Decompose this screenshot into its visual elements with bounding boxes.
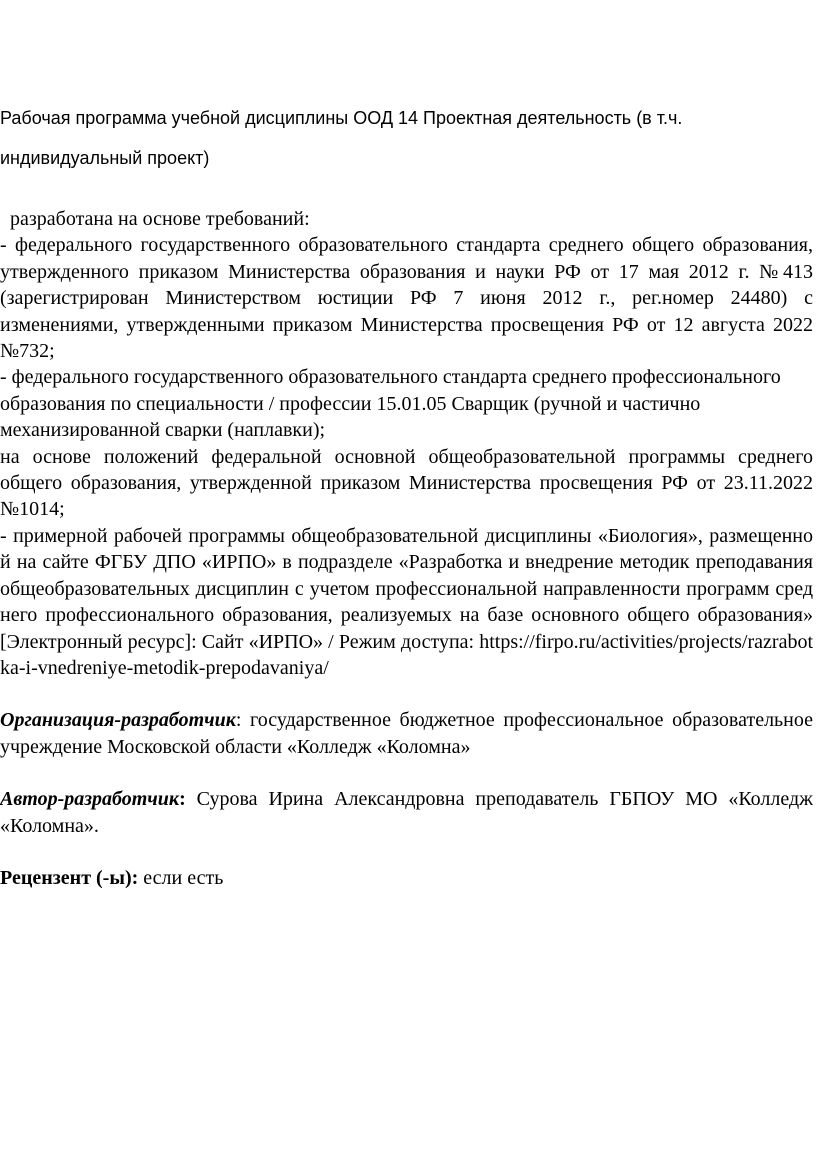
- document-body: [0, 206, 813, 891]
- spacer: [0, 839, 813, 865]
- requirement-item-fgos-soo: - федерального государственного образовательного стандарта среднего общего образования, утвержденного приказом Министерства образования и науки РФ от 17 мая 2012 г. №413 (зарегистрирован Министерством юстиции РФ 7 июня 2012 г., рег.номер 24480) с изменениями, утвержденными приказом Министерства просвещения РФ от 12 августа 2022 №732;: [0, 234, 813, 363]
- author-paragraph: [0, 786, 813, 839]
- reviewer-label: Рецензент (-ы):: [0, 866, 139, 889]
- spacer: [0, 681, 813, 707]
- author-value: Сурова Ирина Александровна преподаватель ГБПОУ МО «Колледж «Коломна».: [0, 788, 813, 837]
- author-label: Автор-разработчик: [0, 788, 180, 811]
- reviewer-paragraph: [0, 865, 813, 891]
- requirement-item-fgos-spo: - федерального государственного образовательного стандарта среднего профессионального образования по специальности / профессии 15.01.05 Сварщик (ручной и частично механизированной сварки (наплавки);: [0, 366, 781, 442]
- requirements-intro: разработана на основе требований:: [0, 208, 310, 230]
- organization-label: Организация-разработчик: [0, 709, 236, 732]
- author-separator: :: [179, 788, 186, 811]
- requirement-item-fop-soo: на основе положений федеральной основной общеобразовательной программы среднего общего образования, утвержденной приказом Министерства просвещения РФ от 23.11.2022 №1014;: [0, 445, 813, 521]
- document-title: Рабочая программа учебной дисциплины ООД 14 Проектная деятельность (в т.ч. индивидуальный проект): [0, 108, 683, 168]
- reviewer-value: если есть: [138, 866, 224, 889]
- organization-separator: :: [235, 709, 242, 732]
- organization-paragraph: [0, 707, 813, 760]
- organization-value: государственное бюджетное профессиональное образовательное учреждение Московской области «Колледж «Коломна»: [0, 709, 813, 758]
- requirement-item-sample-program: - примерной рабочей программы общеобразовательной дисциплины «Биология», размещенной на сайте ФГБУ ДПО «ИРПО» в подразделе «Разработка и внедрение методик преподавания общеобразовательных дисциплин с учетом профессиональной направленности программ среднего профессионального образования, реализуемых на базе основного общего образования» [Электронный ресурс]: Сайт «ИРПО» / Режим доступа: https://firpo.ru/activities/projects/razrabotka-i-vnedreniye-metodik-prepodavaniya/: [0, 524, 813, 679]
- spacer: [0, 760, 813, 786]
